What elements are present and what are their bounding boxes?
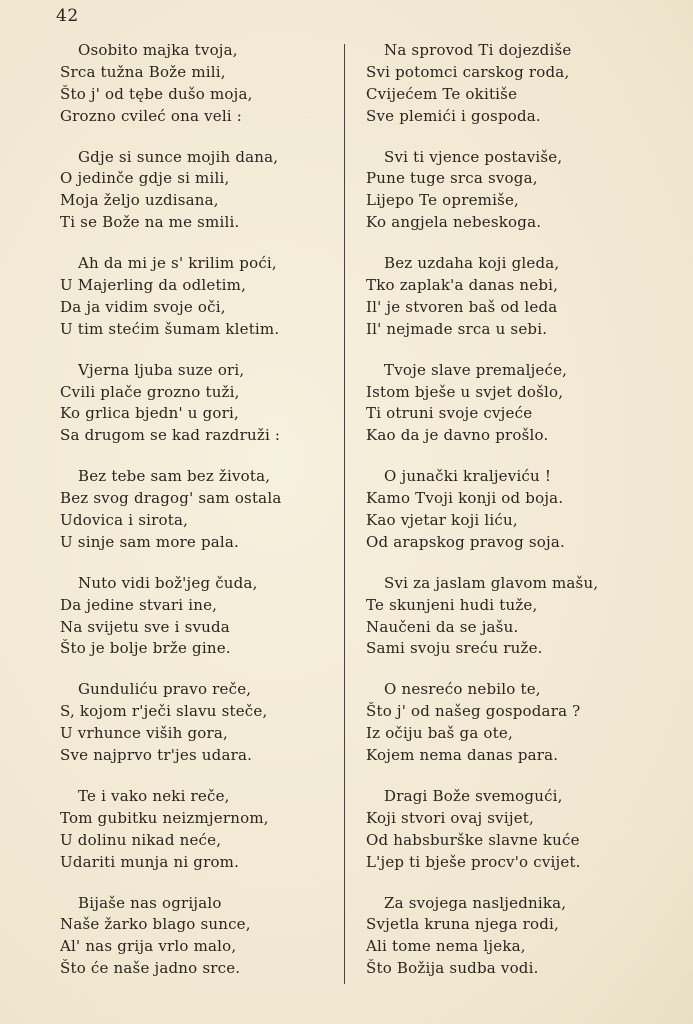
verse-line: Sve najprvo tr'jes udara. (60, 746, 253, 765)
page-number: 42 (56, 6, 79, 26)
verse-line: Kojem nema danas para. (366, 746, 559, 765)
column-divider (344, 44, 345, 984)
verse-line: U Majerling da odletim, (60, 276, 247, 295)
verse-line: Cvili plače grozno tuži, (60, 382, 240, 401)
verse-line: Da jedine stvari ine, (60, 595, 218, 614)
verse-line: Osobito majka tvoja, (78, 41, 238, 59)
verse-line: Kao vjetar koji liću, (366, 511, 518, 530)
verse-line: Ti se Bože na me smili. (60, 213, 240, 232)
right-poem-column (366, 40, 666, 999)
verse-line: Nuto vidi bož'jeg čuda, (78, 573, 258, 592)
verse-line: Što j' od tębe dušo moja, (60, 84, 253, 103)
verse-line: Svi za jaslam glavom mašu, (384, 573, 599, 592)
verse-line: S, kojom r'ječi slavu steče, (60, 702, 268, 721)
stanza (366, 573, 666, 661)
verse-line: Na svijetu sve i svuda (60, 617, 230, 636)
verse-line: Te skunjeni hudi tuže, (366, 595, 538, 614)
verse-line: Koji stvori ovaj svijet, (366, 808, 534, 827)
verse-line: Da ja vidim svoje oči, (60, 297, 226, 316)
verse-line: O jedinče gdje si mili, (60, 169, 230, 188)
verse-line: U tim stećim šumam kletim. (60, 319, 280, 338)
verse-line: Grozno cvileć ona veli : (60, 106, 243, 125)
verse-line: Bez uzdaha koji gleda, (384, 254, 560, 273)
verse-line: Tko zaplak'a danas nebi, (366, 276, 559, 295)
verse-line: Ah da mi je s' krilim poći, (78, 254, 277, 273)
verse-line: Moja željo uzdisana, (60, 191, 219, 210)
verse-line: Na sprovod Ti dojezdiše (384, 41, 572, 59)
verse-line: Ti otruni svoje cvjeće (366, 404, 533, 423)
stanza (60, 573, 332, 661)
verse-line: Sve plemići i gospoda. (366, 106, 541, 125)
verse-line: Il' je stvoren baš od leda (366, 297, 558, 316)
verse-line: Od arapskog pravog soja. (366, 532, 565, 551)
verse-line: Il' nejmade srca u sebi. (366, 319, 548, 338)
verse-line: Tom gubitku neizmjernom, (60, 808, 269, 827)
verse-line: Za svojega nasljednika, (384, 893, 567, 912)
verse-line: Naše žarko blago sunce, (60, 915, 251, 934)
verse-line: Pune tuge srca svoga, (366, 169, 538, 188)
left-poem-column (60, 40, 332, 999)
stanza (366, 360, 666, 448)
verse-line: Što Božija sudba vodi. (366, 959, 539, 978)
verse-line: Srca tužna Bože mili, (60, 62, 226, 81)
verse-line: Udovica i sirota, (60, 511, 189, 530)
stanza (366, 40, 666, 128)
verse-line: Tvoje slave premaljeće, (384, 360, 568, 379)
verse-line: Bez svog dragog' sam ostala (60, 489, 282, 508)
verse-line: Gdje si sunce mojih dana, (78, 147, 279, 166)
verse-line: Gunduliću pravo reče, (78, 680, 252, 699)
verse-line: Što j' od našeg gospodara ? (366, 702, 581, 721)
verse-line: Cvijećem Te okitiše (366, 84, 518, 103)
verse-line: Lijepo Te opremiše, (366, 191, 520, 210)
verse-line: U dolinu nikad neće, (60, 830, 222, 849)
stanza (60, 360, 332, 448)
verse-line: Što će naše jadno srce. (60, 959, 241, 978)
verse-line: Udariti munja ni grom. (60, 852, 240, 871)
verse-line: O junački kraljeviću ! (384, 467, 552, 486)
verse-line: L'jep ti bješe procv'o cvijet. (366, 852, 581, 871)
verse-line: Al' nas grija vrlo malo, (60, 937, 237, 956)
verse-line: Ko angjela nebeskoga. (366, 213, 542, 232)
verse-line: Bez tebe sam bez života, (78, 467, 271, 486)
verse-line: O nesrećo nebilo te, (384, 680, 541, 699)
verse-line: Kao da je davno prošlo. (366, 426, 549, 445)
verse-line: Iz očiju baš ga ote, (366, 724, 513, 743)
stanza (366, 466, 666, 554)
verse-line: Sa drugom se kad razdruži : (60, 426, 281, 445)
verse-line: Bijaše nas ogrijalo (78, 893, 222, 912)
verse-line: Vjerna ljuba suze ori, (78, 360, 245, 379)
stanza (60, 147, 332, 235)
verse-line: Ali tome nema ljeka, (366, 937, 526, 956)
stanza (366, 147, 666, 235)
verse-line: Što je bolje brže gine. (60, 639, 231, 658)
verse-line: Dragi Bože svemogući, (384, 786, 563, 805)
stanza (60, 679, 332, 767)
stanza (60, 40, 332, 128)
stanza (366, 679, 666, 767)
stanza (60, 786, 332, 874)
verse-line: Svi ti vjence postaviše, (384, 147, 563, 166)
verse-line: Ko grlica bjedn' u gori, (60, 404, 239, 423)
verse-line: U sinje sam more pala. (60, 532, 240, 551)
verse-line: Te i vako neki reče, (78, 786, 230, 805)
verse-line: U vrhunce viših gora, (60, 724, 228, 743)
stanza (60, 466, 332, 554)
verse-line: Sami svoju sreću ruže. (366, 639, 543, 658)
verse-line: Svjetla kruna njega rodi, (366, 915, 559, 934)
verse-line: Od habsburške slavne kuće (366, 830, 580, 849)
stanza (366, 893, 666, 981)
verse-line: Svi potomci carskog roda, (366, 62, 570, 81)
stanza (60, 893, 332, 981)
stanza (366, 786, 666, 874)
verse-line: Kamo Tvoji konji od boja. (366, 489, 564, 508)
stanza (366, 253, 666, 341)
verse-line: Naučeni da se jašu. (366, 617, 519, 636)
verse-line: Istom bješe u svjet došlo, (366, 382, 564, 401)
stanza (60, 253, 332, 341)
